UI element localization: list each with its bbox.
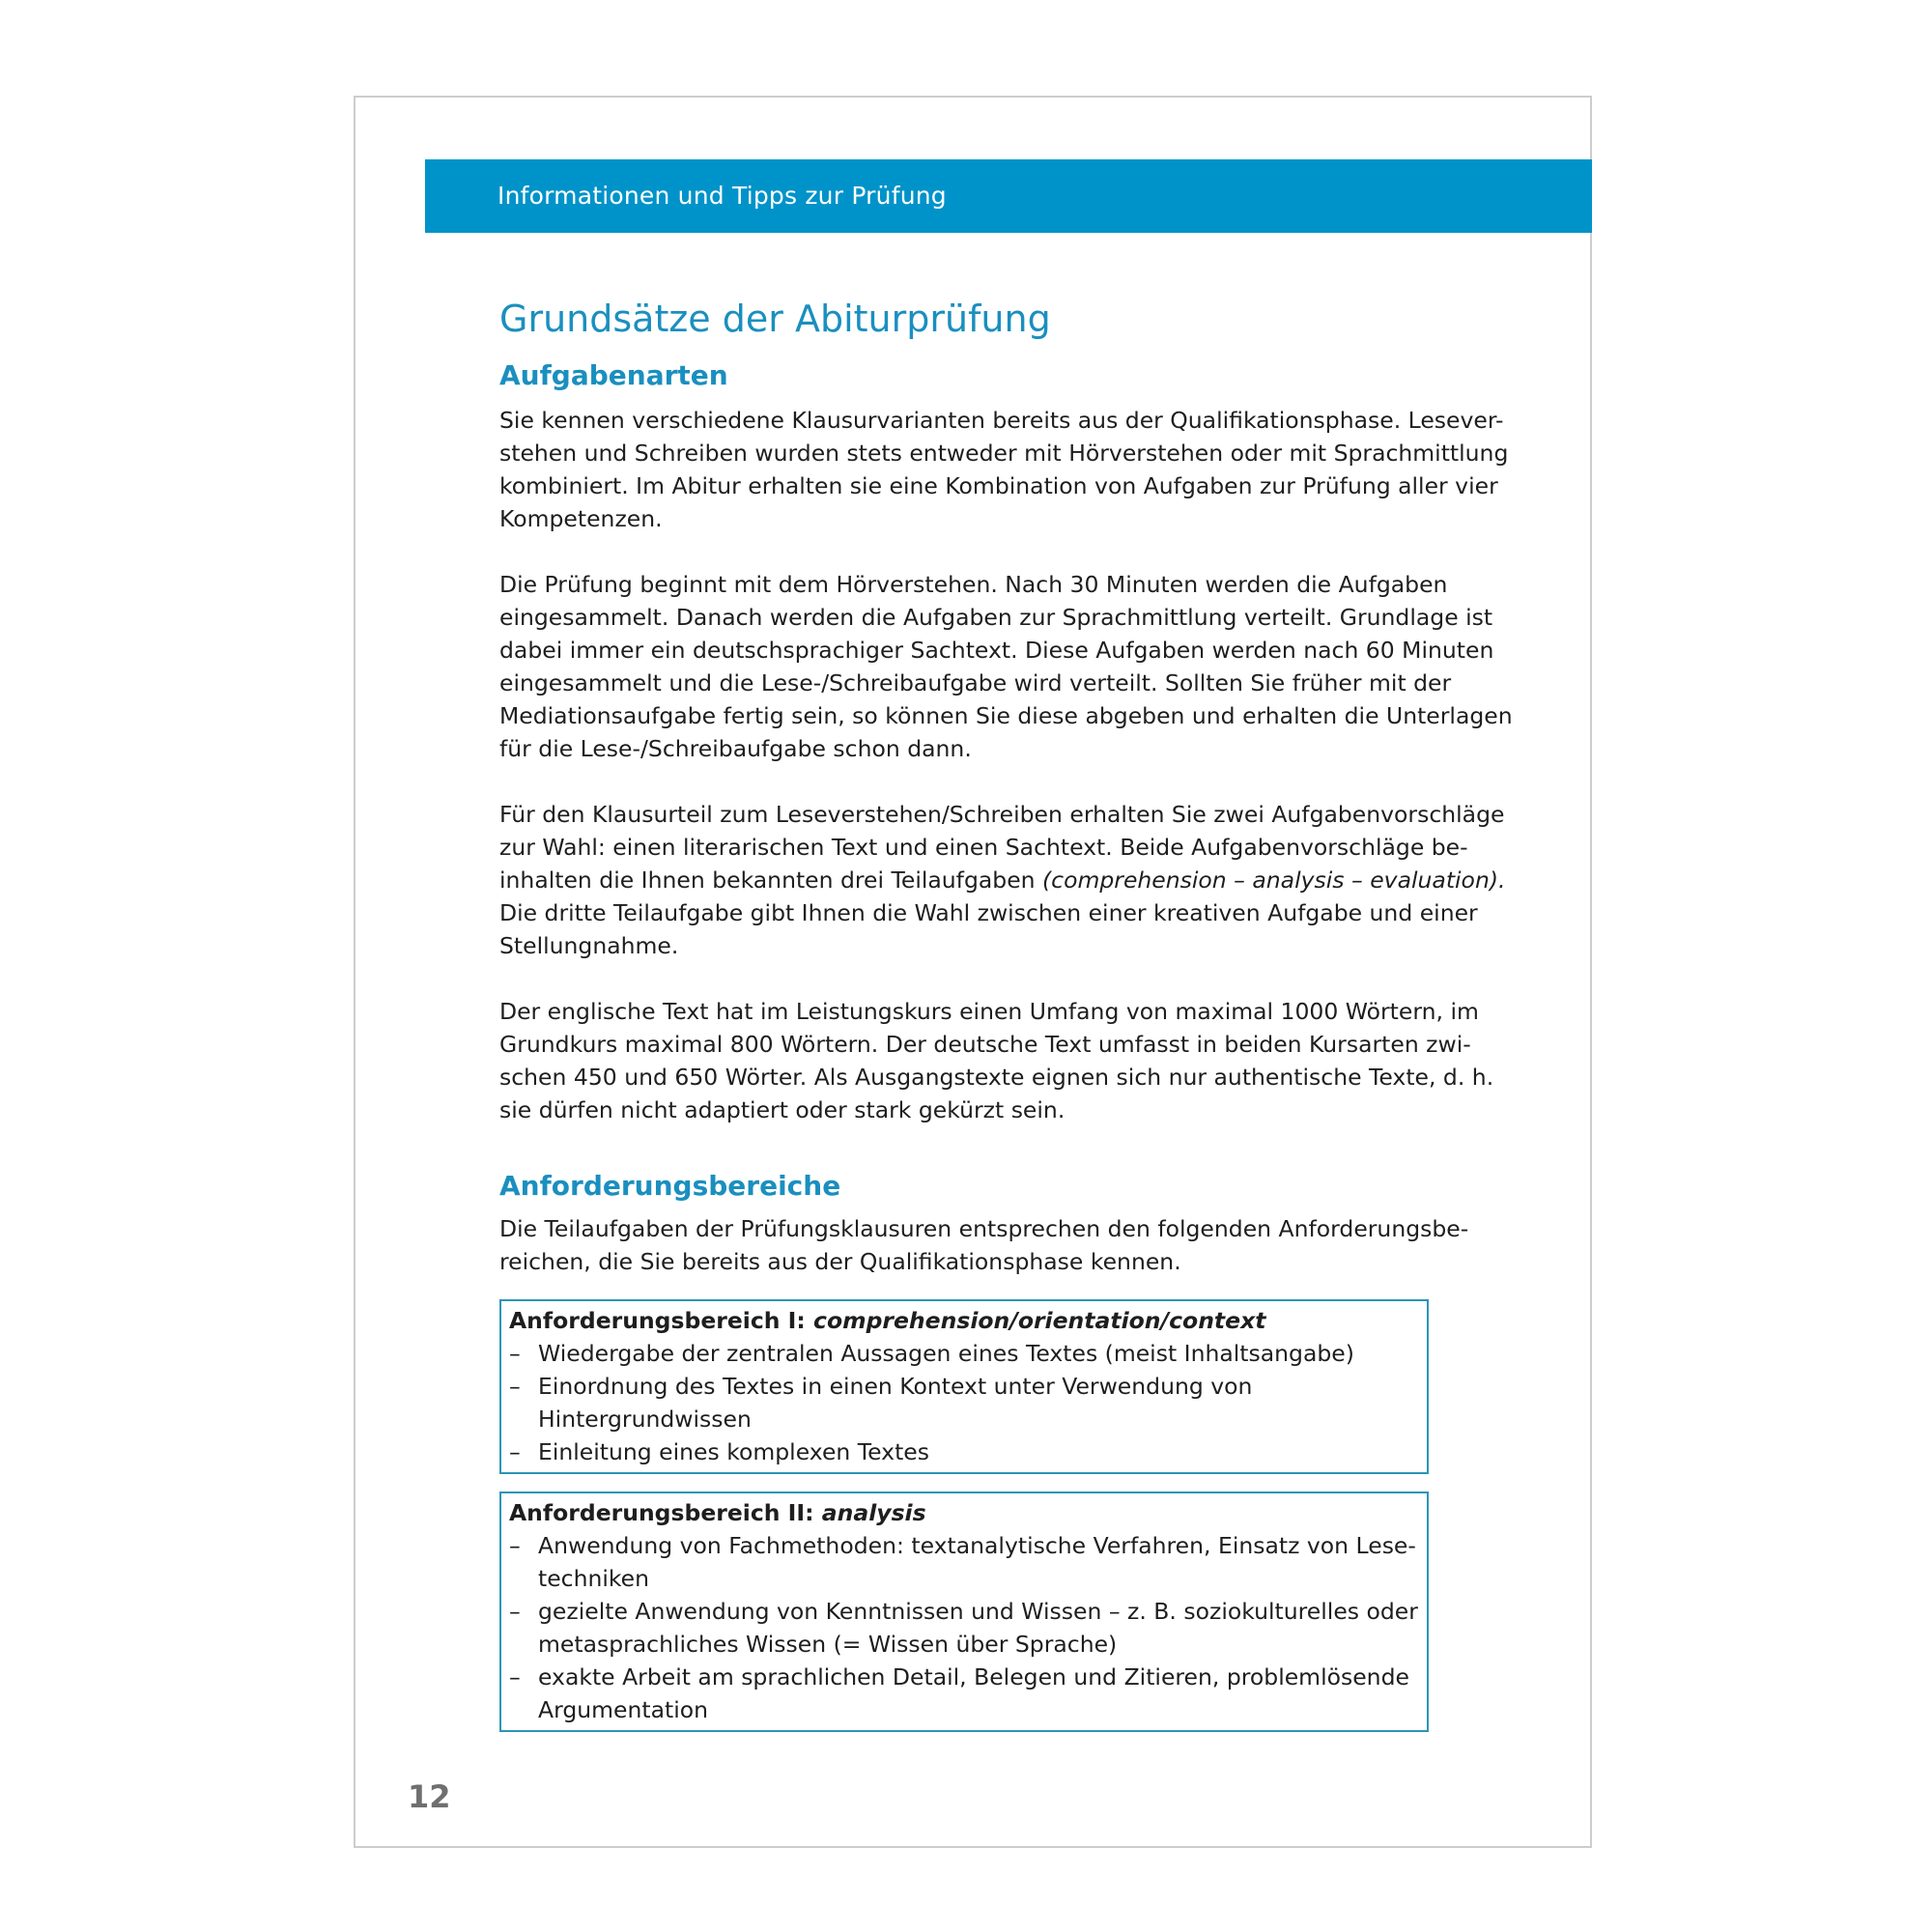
list-item xyxy=(509,1370,1419,1435)
requirement-box-2 xyxy=(499,1492,1429,1732)
box-title xyxy=(509,1496,1419,1529)
text-run: inhalten die Ihnen bekannten drei Teilaufgaben xyxy=(499,867,1043,894)
list-item-text: – Einordnung des Textes in einen Kontext unter Verwendung von Hintergrundwissen xyxy=(538,1373,1253,1433)
paragraph-2 xyxy=(499,568,1513,765)
box-label: Anforderungsbereich II: xyxy=(509,1499,822,1526)
text-line: Die dritte Teilaufgabe gibt Ihnen die Wahl zwischen einer kreativen Aufgabe und einer xyxy=(499,899,1478,926)
list-item-text: Argumentation xyxy=(538,1696,709,1723)
list-item xyxy=(509,1435,1419,1468)
requirement-list xyxy=(509,1337,1419,1468)
text-line: Kompetenzen. xyxy=(499,505,663,532)
text-line: Mediationsaufgabe fertig sein, so können Sie diese abgeben und erhalten die Unterlagen xyxy=(499,702,1513,729)
paragraph-3 xyxy=(499,798,1506,962)
text-line: Grundkurs maximal 800 Wörtern. Der deutsche Text umfasst in beiden Kursarten zwi- xyxy=(499,1031,1471,1058)
list-item xyxy=(509,1661,1419,1726)
header-title: Informationen und Tipps zur Prüfung xyxy=(497,182,947,210)
requirement-list xyxy=(509,1529,1419,1726)
requirement-box-1 xyxy=(499,1299,1429,1474)
text-line: dabei immer ein deutschsprachiger Sachtext. Diese Aufgaben werden nach 60 Minuten xyxy=(499,637,1494,664)
text-line: Die Prüfung beginnt mit dem Hörverstehen. Nach 30 Minuten werden die Aufgaben xyxy=(499,571,1448,598)
list-item-text: – Anwendung von Fachmethoden: textanalytische Verfahren, Einsatz von Lese- xyxy=(538,1532,1416,1559)
paragraph-1 xyxy=(499,404,1509,535)
text-line: schen 450 und 650 Wörter. Als Ausgangstexte eignen sich nur authentische Texte, d. h. xyxy=(499,1064,1494,1091)
list-item-text: – gezielte Anwendung von Kenntnissen und Wissen – z. B. soziokulturelles oder xyxy=(538,1598,1418,1625)
list-item xyxy=(509,1337,1419,1370)
box-label: Anforderungsbereich I: xyxy=(509,1307,814,1334)
text-line: Die Teilaufgaben der Prüfungsklausuren entsprechen den folgenden Anforderungsbe- xyxy=(499,1215,1469,1242)
text-line: Der englische Text hat im Leistungskurs einen Umfang von maximal 1000 Wörtern, im xyxy=(499,998,1479,1025)
section-heading-anforderungsbereiche: Anforderungsbereiche xyxy=(499,1170,841,1202)
text-line: kombiniert. Im Abitur erhalten sie eine Kombination von Aufgaben zur Prüfung aller vier xyxy=(499,472,1498,499)
text-line: reichen, die Sie bereits aus der Qualifikationsphase kennen. xyxy=(499,1248,1181,1275)
list-item-text: – Einleitung eines komplexen Textes xyxy=(538,1438,929,1465)
paragraph-intro xyxy=(499,1212,1469,1278)
text-line: Für den Klausurteil zum Leseverstehen/Schreiben erhalten Sie zwei Aufgabenvorschläge xyxy=(499,801,1505,828)
text-line: Sie kennen verschiedene Klausurvarianten bereits aus der Qualifikationsphase. Lesever- xyxy=(499,407,1504,434)
text-line xyxy=(499,864,1506,896)
list-item-text: – Wiedergabe der zentralen Aussagen eines Textes (meist Inhaltsangabe) xyxy=(538,1340,1354,1367)
list-item xyxy=(509,1529,1419,1595)
text-line: sie dürfen nicht adaptiert oder stark gekürzt sein. xyxy=(499,1096,1065,1123)
list-item-text: metasprachliches Wissen (= Wissen über Sprache) xyxy=(538,1631,1118,1658)
list-item-text: techniken xyxy=(538,1565,650,1592)
box-title xyxy=(509,1304,1419,1337)
list-item-text: – exakte Arbeit am sprachlichen Detail, Belegen und Zitieren, problemlösende xyxy=(538,1663,1409,1690)
text-line: Stellungnahme. xyxy=(499,932,679,959)
text-line: eingesammelt. Danach werden die Aufgaben zur Sprachmittlung verteilt. Grundlage ist xyxy=(499,604,1493,631)
text-line: eingesammelt und die Lese-/Schreibaufgabe wird verteilt. Sollten Sie früher mit der xyxy=(499,669,1452,696)
page-number: 12 xyxy=(408,1778,451,1815)
main-content xyxy=(499,290,1513,1732)
text-line: stehen und Schreiben wurden stets entweder mit Hörverstehen oder mit Sprachmittlung xyxy=(499,440,1509,467)
text-line: zur Wahl: einen literarischen Text und einen Sachtext. Beide Aufgabenvorschläge be- xyxy=(499,834,1468,861)
italic-text-run: (comprehension – analysis – evaluation). xyxy=(1042,867,1506,894)
box-label-italic: analysis xyxy=(821,1499,926,1526)
text-line: für die Lese-/Schreibaufgabe schon dann. xyxy=(499,735,972,762)
page-title: Grundsätze der Abiturprüfung xyxy=(499,298,1051,340)
list-item xyxy=(509,1595,1419,1661)
paragraph-4 xyxy=(499,995,1494,1126)
box-label-italic: comprehension/orientation/context xyxy=(813,1307,1266,1334)
section-heading-aufgabenarten: Aufgabenarten xyxy=(499,359,728,391)
